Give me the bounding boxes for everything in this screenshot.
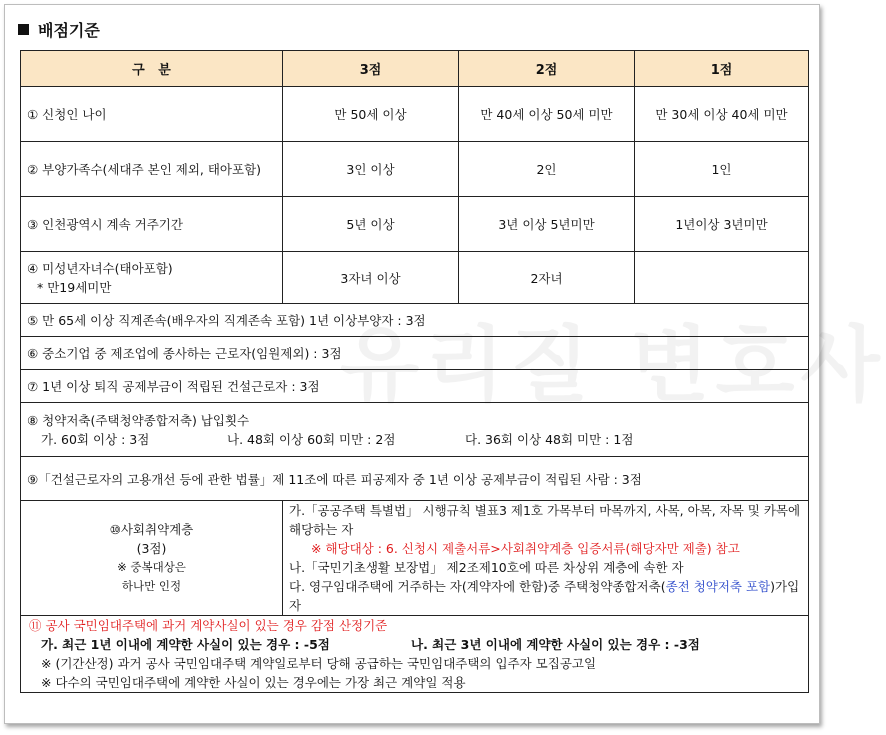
row-subscription bbox=[21, 403, 809, 457]
row-minors-label bbox=[21, 252, 283, 304]
row-residence-label: ③ 인천광역시 계속 거주기간 bbox=[21, 197, 283, 252]
row-subscription-cell bbox=[21, 403, 809, 457]
deduction-note-2: ※ 다수의 국민임대주택에 계약한 사실이 있는 경우에는 가장 최근 계약일 적용 bbox=[41, 675, 466, 690]
vulnerable-line-1: 가.「공공주택 특별법」 시행규칙 별표3 제1호 가목부터 마목까지, 사목, 아목, 자목 및 카목에 해당하는 자 bbox=[289, 503, 801, 537]
row-sme-text: ⑥ 중소기업 중 제조업에 종사하는 근로자(임원제외) : 3점 bbox=[21, 337, 809, 370]
row-residence-3pt: 5년 이상 bbox=[283, 197, 459, 252]
row-minors-1pt bbox=[635, 252, 809, 304]
row-dependents-3pt: 3인 이상 bbox=[283, 142, 459, 197]
subscription-c: 다. 36회 이상 48회 미만 : 1점 bbox=[465, 431, 634, 447]
vulnerable-label-2: (3점) bbox=[136, 541, 167, 556]
vulnerable-line-2: ※ 해당대상 : 6. 신청시 제출서류>사회취약계층 입증서류(해당자만 제출) 참고 bbox=[311, 541, 740, 556]
row-construction bbox=[21, 457, 809, 501]
header-3pt: 3점 bbox=[283, 51, 459, 87]
vulnerable-line-3: 나.「국민기초생활 보장법」 제2조제10호에 따른 차상위 계층에 속한 자 bbox=[289, 560, 684, 575]
row-elder bbox=[21, 304, 809, 337]
row-residence-2pt: 3년 이상 5년미만 bbox=[459, 197, 635, 252]
row-residence-1pt: 1년이상 3년미만 bbox=[635, 197, 809, 252]
vulnerable-line-4-a: 다. 영구임대주택에 거주하는 자(계약자에 한함)중 주택청약종합저축( bbox=[289, 579, 666, 594]
row-minors bbox=[21, 252, 809, 304]
row-vulnerable-label bbox=[21, 501, 283, 616]
row-dependents-2pt: 2인 bbox=[459, 142, 635, 197]
row-deduction bbox=[21, 616, 809, 693]
row-subscription-values bbox=[27, 430, 802, 449]
vulnerable-label-3: ※ 중복대상은 bbox=[117, 560, 186, 574]
row-retire bbox=[21, 370, 809, 403]
deduction-note-1: ※ (기간산정) 과거 공사 국민임대주택 계약일로부터 당해 공급하는 국민임대주택의 입주자 모집공고일 bbox=[41, 656, 597, 671]
row-minors-3pt: 3자녀 이상 bbox=[283, 252, 459, 304]
deduction-b: 나. 최근 3년 이내에 계약한 사실이 있는 경우 : -3점 bbox=[411, 637, 700, 652]
subscription-b: 나. 48회 이상 60회 미만 : 2점 bbox=[227, 431, 396, 447]
row-retire-text: ⑦ 1년 이상 퇴직 공제부금이 적립된 건설근로자 : 3점 bbox=[21, 370, 809, 403]
row-minors-2pt: 2자녀 bbox=[459, 252, 635, 304]
deduction-rules bbox=[29, 635, 802, 654]
deduction-title: ⑪ 공사 국민임대주택에 과거 계약사실이 있는 경우 감점 산정기준 bbox=[29, 618, 388, 633]
section-heading bbox=[18, 18, 100, 41]
row-dependents bbox=[21, 142, 809, 197]
vulnerable-line-4 bbox=[289, 577, 802, 615]
row-dependents-label: ② 부양가족수(세대주 본인 제외, 태아포함) bbox=[21, 142, 283, 197]
header-1pt: 1점 bbox=[635, 51, 809, 87]
row-age bbox=[21, 87, 809, 142]
deduction-a: 가. 최근 1년 이내에 계약한 사실이 있는 경우 : -5점 bbox=[41, 637, 330, 652]
row-subscription-label: ⑧ 청약저축(주택청약종합저축) 납입횟수 bbox=[27, 412, 250, 428]
row-age-label: ① 신청인 나이 bbox=[21, 87, 283, 142]
row-age-1pt: 만 30세 이상 40세 미만 bbox=[635, 87, 809, 142]
row-minors-label-note: * 만19세미만 bbox=[37, 279, 112, 295]
row-residence bbox=[21, 197, 809, 252]
row-age-2pt: 만 40세 이상 50세 미만 bbox=[459, 87, 635, 142]
table-header-row bbox=[21, 51, 809, 87]
row-vulnerable-content bbox=[283, 501, 809, 616]
vulnerable-label-1: ⑩사회취약계층 bbox=[109, 522, 194, 537]
square-bullet-icon bbox=[18, 24, 29, 35]
row-deduction-cell bbox=[21, 616, 809, 693]
row-construction-text: ⑨「건설근로자의 고용개선 등에 관한 법률」제 11조에 따른 피공제자 중 1년 이상 공제부금이 적립된 사람 : 3점 bbox=[21, 457, 809, 501]
row-dependents-1pt: 1인 bbox=[635, 142, 809, 197]
watermark: 유리질 변호사 bbox=[340, 318, 886, 413]
row-minors-label-main: ④ 미성년자녀수(태아포함) bbox=[27, 260, 173, 276]
scoring-table bbox=[20, 50, 809, 693]
row-sme bbox=[21, 337, 809, 370]
header-category: 구 분 bbox=[21, 51, 283, 87]
section-title: 배점기준 bbox=[38, 21, 100, 40]
vulnerable-label-4: 하나만 인정 bbox=[121, 579, 182, 593]
vulnerable-line-4-b: 종전 청약저축 포함 bbox=[665, 579, 771, 594]
subscription-a: 가. 60회 이상 : 3점 bbox=[41, 431, 150, 447]
row-elder-text: ⑤ 만 65세 이상 직계존속(배우자의 직계존속 포함) 1년 이상부양자 : 3점 bbox=[21, 304, 809, 337]
header-2pt: 2점 bbox=[459, 51, 635, 87]
vulnerable-line-4-c: )가입자 bbox=[289, 579, 800, 613]
row-age-3pt: 만 50세 이상 bbox=[283, 87, 459, 142]
row-vulnerable bbox=[21, 501, 809, 616]
